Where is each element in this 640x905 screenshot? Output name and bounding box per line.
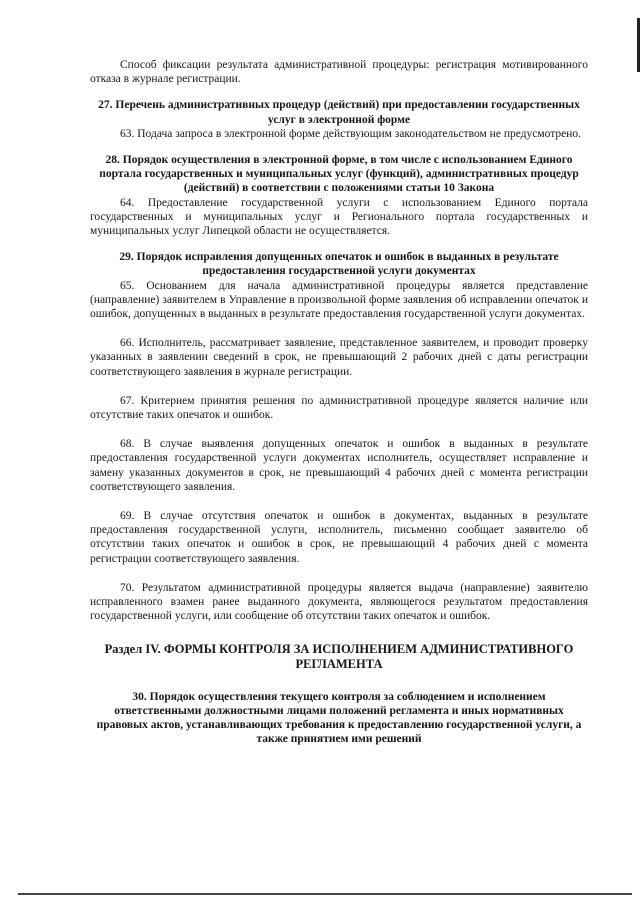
paragraph-intro: Способ фиксации результата административной процедуры: регистрация мотивированного отказа в журнале регистрации. xyxy=(90,59,588,86)
heading-30: 30. Порядок осуществления текущего контроля за соблюдением и исполнением ответственными должностными лицами положений регламента и иных нормативных правовых актов, устанавливающих требования к предоставлению государственной услуги, а также принятием ими решений xyxy=(96,690,582,746)
page-bottom-edge xyxy=(18,893,632,895)
section-4-title: Раздел IV. ФОРМЫ КОНТРОЛЯ ЗА ИСПОЛНЕНИЕМ АДМИНИСТРАТИВНОГО РЕГЛАМЕНТА xyxy=(104,641,574,671)
heading-28: 28. Порядок осуществления в электронной форме, в том числе с использованием Единого портала государственных и муниципальных услуг (функций), административных процедур (действий) в соответствии с положениями статьи 10 Закона xyxy=(99,154,579,195)
heading-27: 27. Перечень административных процедур (действий) при предоставлении государственных услуг в электронной форме xyxy=(98,99,580,126)
paragraph-69: 69. В случае отсутствия опечаток и ошибок в документах, выданных в результате предоставления государственной услуги, исполнитель, письменно сообщает заявителю об отсутствии таких опечаток и ошибок в срок, не превышающий 4 рабочих дней с момента регистрации соответствующего заявления. xyxy=(90,510,588,565)
paragraph-66: 66. Исполнитель, рассматривает заявление, представленное заявителем, и проводит проверку указанных в заявлении сведений в срок, не превышающий 2 рабочих дней с даты регистрации соответствующего заявления в журнале регистрации. xyxy=(90,337,588,378)
paragraph-70: 70. Результатом административной процедуры является выдача (направление) заявителю исправленного взамен ранее выданного документа, являющегося результатом предоставления государственной услуги, или сообщение об отсутствии таких опечаток и ошибок. xyxy=(90,581,588,623)
paragraph-63: 63. Подача запроса в электронной форме действующим законодательством не предусмотрено. xyxy=(120,127,582,140)
document-page xyxy=(90,58,588,746)
paragraph-65: 65. Основанием для начала административной процедуры является представление (направление) заявителем в Управление в произвольной форме заявления об исправлении опечаток и ошибок, допущенных в выданных в результате предоставления государственной услуги документах. xyxy=(90,279,588,321)
paragraph-64: 64. Предоставление государственной услуги с использованием Единого портала государственных и муниципальных услуг и Регионального портала государственных и муниципальных услуг Липецкой области не осуществляется. xyxy=(90,196,588,238)
paragraph-68: 68. В случае выявления допущенных опечаток и ошибок в выданных в результате предоставления государственной услуги документах исполнитель, осуществляет исправление и замену указанных документов в срок, не превышающий 4 рабочих дней с момента регистрации соответствующего заявления. xyxy=(90,438,588,493)
paragraph-67: 67. Критерием принятия решения по административной процедуре является наличие или отсутствие таких опечаток и ошибок. xyxy=(90,394,588,422)
heading-29: 29. Порядок исправления допущенных опечаток и ошибок в выданных в результате предоставления государственной услуги документах xyxy=(119,251,559,278)
